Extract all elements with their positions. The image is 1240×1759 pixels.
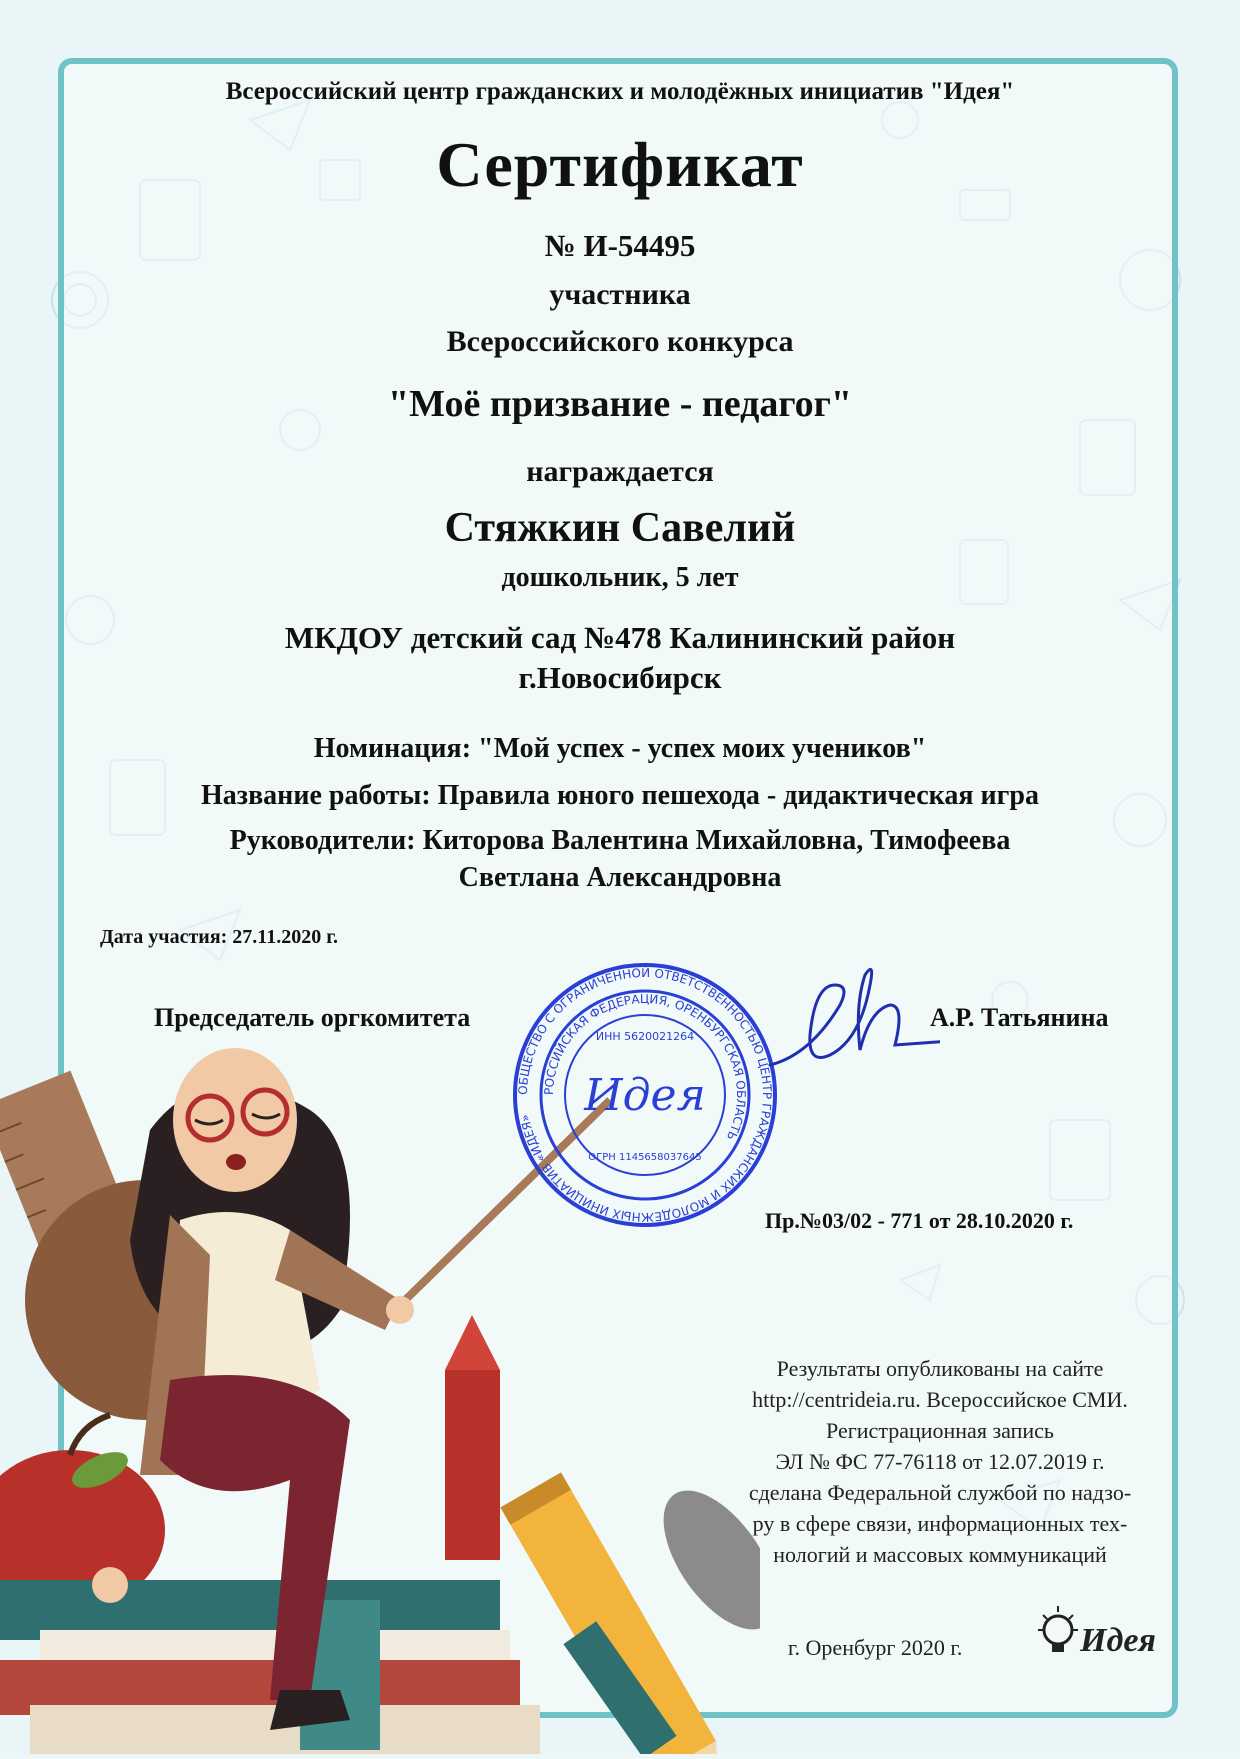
awarded-label: награждается bbox=[526, 455, 714, 488]
seal-inn: ИНН 5620021264 bbox=[595, 1030, 695, 1043]
person-name: Стяжкин Савелий bbox=[444, 505, 796, 551]
participation-date: Дата участия: 27.11.2020 г. bbox=[100, 926, 339, 948]
nomination: Номинация: "Мой успех - успех моих учеников" bbox=[313, 733, 927, 764]
institution-line-2: г.Новосибирск bbox=[518, 660, 722, 695]
publication-line: сделана Федеральной службой по надзо- bbox=[748, 1480, 1132, 1505]
certificate-title: Сертификат bbox=[436, 129, 804, 200]
contest-type: Всероссийского конкурса bbox=[446, 325, 794, 358]
work-title: Название работы: Правила юного пешехода - дидактическая игра bbox=[201, 780, 1039, 811]
publication-line: http://centrideia.ru. Всероссийское СМИ. bbox=[752, 1387, 1128, 1412]
publication-info bbox=[690, 1353, 1190, 1570]
publication-line: ру в сфере связи, информационных тех- bbox=[752, 1511, 1128, 1536]
city-year: г. Оренбург 2020 г. bbox=[788, 1635, 963, 1660]
publication-line: нологий и массовых коммуникаций bbox=[773, 1542, 1107, 1567]
publication-line: ЭЛ № ФС 77-76118 от 12.07.2019 г. bbox=[775, 1449, 1105, 1474]
svg-text:ОБЩЕСТВО С ОГРАНИЧЕННОЙ ОТВЕТС: ОБЩЕСТВО С ОГРАНИЧЕННОЙ ОТВЕТСТВЕННОСТЬЮ ЦЕНТР ГРАЖДАНСКИХ И МОЛОДЁЖНЫХ ИНИЦИАТИВ «ИДЕЯ» bbox=[515, 965, 775, 1225]
person-description: дошкольник, 5 лет bbox=[501, 562, 739, 593]
signer-name: А.Р. Татьянина bbox=[930, 1003, 1109, 1032]
leaders-line-2: Светлана Александровна bbox=[458, 862, 782, 893]
institution-line-1: МКДОУ детский сад №478 Калининский район bbox=[284, 620, 956, 655]
chair-signature bbox=[760, 955, 940, 1085]
footer-logo-text: Идея bbox=[1080, 1622, 1156, 1659]
participant-label: участника bbox=[549, 278, 691, 311]
seal-center-text: Идея bbox=[584, 1070, 706, 1121]
publication-line: Результаты опубликованы на сайте bbox=[776, 1356, 1104, 1381]
organization-name: Всероссийский центр гражданских и молодёжных инициатив "Идея" bbox=[225, 78, 1015, 105]
seal-ogrn: ОГРН 1145658037645 bbox=[588, 1152, 702, 1163]
chair-label: Председатель оргкомитета bbox=[154, 1003, 471, 1032]
publication-line: Регистрационная запись bbox=[826, 1418, 1054, 1443]
organization-seal bbox=[510, 960, 780, 1230]
svg-text:РОССИЙСКАЯ ФЕДЕРАЦИЯ, ОРЕНБУРГ: РОССИЙСКАЯ ФЕДЕРАЦИЯ, ОРЕНБУРГСКАЯ ОБЛАСТЬ bbox=[541, 991, 749, 1143]
certificate-number: № И-54495 bbox=[544, 228, 696, 263]
contest-name: "Моё призвание - педагог" bbox=[388, 383, 852, 425]
order-reference: Пр.№03/02 - 771 от 28.10.2020 г. bbox=[765, 1208, 1074, 1233]
leaders-line-1: Руководители: Киторова Валентина Михайловна, Тимофеева bbox=[229, 825, 1011, 856]
